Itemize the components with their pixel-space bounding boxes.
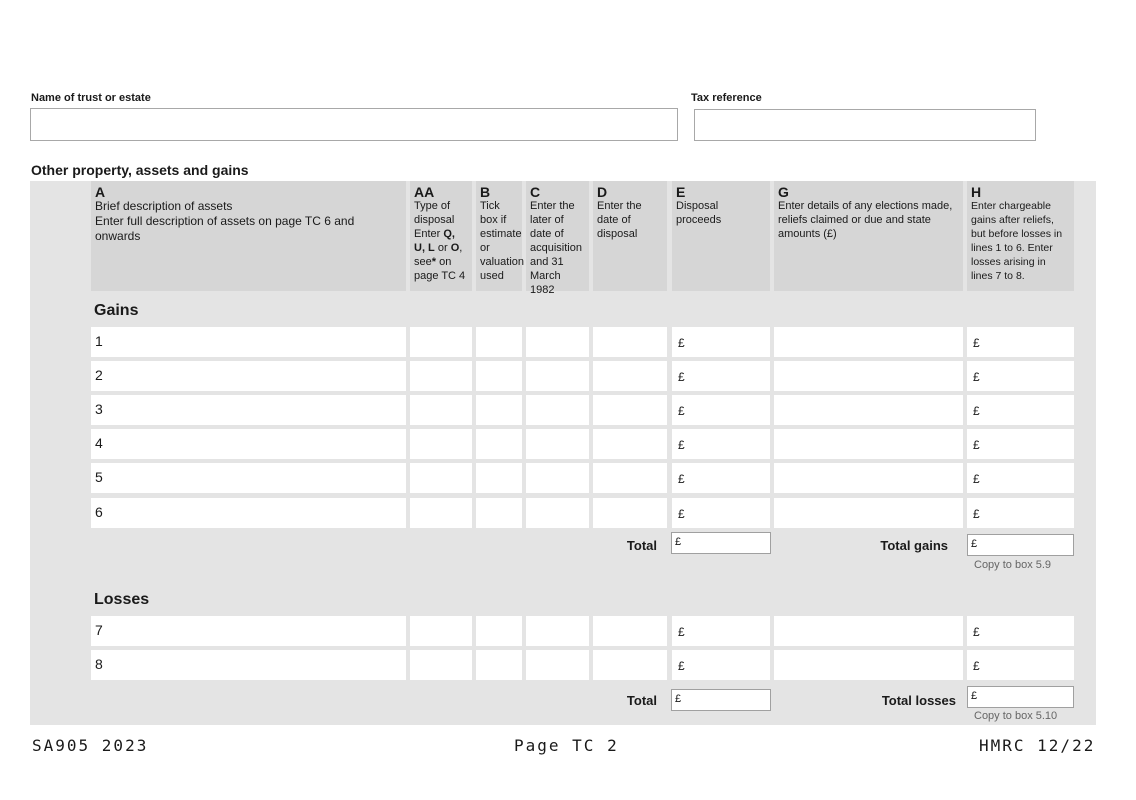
- gains-row-0-description[interactable]: [91, 327, 406, 357]
- losses-row-1-acquisition-date[interactable]: [526, 650, 589, 680]
- gains-row-4-acquisition-date[interactable]: [526, 463, 589, 493]
- losses-row-0-estimate-tick[interactable]: [476, 616, 522, 646]
- gains-row-4-disposal-date[interactable]: [593, 463, 667, 493]
- header-col-e: E Disposal proceeds: [672, 181, 770, 291]
- gains-row-1-disposal-proceeds[interactable]: [672, 361, 770, 391]
- losses-row-0-disposal-date[interactable]: [593, 616, 667, 646]
- losses-row-0-elections-reliefs[interactable]: [774, 616, 963, 646]
- row-number: 3: [95, 401, 103, 417]
- total-losses-label: Total losses: [881, 693, 956, 708]
- gains-row-3-disposal-proceeds[interactable]: [672, 429, 770, 459]
- gains-row-2-chargeable-gain[interactable]: [967, 395, 1074, 425]
- gains-row-3-acquisition-date[interactable]: [526, 429, 589, 459]
- pound-sign: £: [973, 472, 980, 486]
- gains-row-1-elections-reliefs[interactable]: [774, 361, 963, 391]
- gains-row-1-description[interactable]: [91, 361, 406, 391]
- losses-row-0-type-of-disposal[interactable]: [410, 616, 472, 646]
- copy-to-box-5-10: Copy to box 5.10: [974, 710, 1058, 722]
- losses-title: Losses: [94, 591, 150, 608]
- total-gains-label: Total gains: [880, 538, 948, 553]
- tax-reference-input[interactable]: [694, 109, 1036, 141]
- trust-name-label: Name of trust or estate: [31, 92, 151, 104]
- header-col-g: G Enter details of any elections made, reliefs claimed or due and state amounts (£): [774, 181, 963, 291]
- pound-sign: £: [973, 404, 980, 418]
- gains-row-5-elections-reliefs[interactable]: [774, 498, 963, 528]
- gains-row-5-acquisition-date[interactable]: [526, 498, 589, 528]
- row-number: 4: [95, 435, 103, 451]
- gains-row-4-description[interactable]: [91, 463, 406, 493]
- pound-sign: £: [678, 370, 685, 384]
- header-col-aa: AA Type of disposal Enter Q, U, L or O, see* on page TC 4: [410, 181, 472, 291]
- pound-sign: £: [973, 336, 980, 350]
- losses-row-1-description[interactable]: [91, 650, 406, 680]
- losses-row-1-disposal-date[interactable]: [593, 650, 667, 680]
- row-number: 7: [95, 622, 103, 638]
- gains-row-1-disposal-date[interactable]: [593, 361, 667, 391]
- gains-row-4-type-of-disposal[interactable]: [410, 463, 472, 493]
- row-number: 1: [95, 333, 103, 349]
- pound-sign: £: [973, 507, 980, 521]
- pound-sign: £: [678, 336, 685, 350]
- losses-row-1-type-of-disposal[interactable]: [410, 650, 472, 680]
- total-gains-input[interactable]: £: [967, 534, 1074, 556]
- gains-row-2-acquisition-date[interactable]: [526, 395, 589, 425]
- gains-row-4-estimate-tick[interactable]: [476, 463, 522, 493]
- gains-row-2-disposal-date[interactable]: [593, 395, 667, 425]
- gains-row-5-disposal-proceeds[interactable]: [672, 498, 770, 528]
- gains-row-5-estimate-tick[interactable]: [476, 498, 522, 528]
- losses-row-1-estimate-tick[interactable]: [476, 650, 522, 680]
- gains-row-3-type-of-disposal[interactable]: [410, 429, 472, 459]
- gains-row-3-disposal-date[interactable]: [593, 429, 667, 459]
- gains-row-0-chargeable-gain[interactable]: [967, 327, 1074, 357]
- header-col-a: A Brief description of assets Enter full description of assets on page TC 6 and onwards: [91, 181, 406, 291]
- gains-row-4-chargeable-gain[interactable]: [967, 463, 1074, 493]
- losses-total-input[interactable]: £: [671, 689, 771, 711]
- gains-row-2-elections-reliefs[interactable]: [774, 395, 963, 425]
- gains-row-3-description[interactable]: [91, 429, 406, 459]
- pound-sign: £: [973, 438, 980, 452]
- gains-row-2-disposal-proceeds[interactable]: [672, 395, 770, 425]
- gains-row-0-acquisition-date[interactable]: [526, 327, 589, 357]
- pound-sign: £: [678, 404, 685, 418]
- gains-row-5-type-of-disposal[interactable]: [410, 498, 472, 528]
- gains-row-1-acquisition-date[interactable]: [526, 361, 589, 391]
- gains-row-3-estimate-tick[interactable]: [476, 429, 522, 459]
- gains-total-label: Total: [626, 538, 657, 553]
- gains-row-2-description[interactable]: [91, 395, 406, 425]
- header-col-b: B Tick box if estimate or valuation used: [476, 181, 522, 291]
- gains-row-5-disposal-date[interactable]: [593, 498, 667, 528]
- row-number: 2: [95, 367, 103, 383]
- losses-row-0-chargeable-gain[interactable]: [967, 616, 1074, 646]
- gains-row-1-type-of-disposal[interactable]: [410, 361, 472, 391]
- gains-row-2-type-of-disposal[interactable]: [410, 395, 472, 425]
- gains-row-2-estimate-tick[interactable]: [476, 395, 522, 425]
- row-number: 8: [95, 656, 103, 672]
- footer-form-id: SA905 2023: [32, 736, 149, 755]
- gains-row-5-chargeable-gain[interactable]: [967, 498, 1074, 528]
- gains-row-1-estimate-tick[interactable]: [476, 361, 522, 391]
- footer-page-number: Page TC 2: [514, 736, 619, 755]
- gains-row-0-disposal-proceeds[interactable]: [672, 327, 770, 357]
- row-number: 5: [95, 469, 103, 485]
- total-losses-input[interactable]: £: [967, 686, 1074, 708]
- pound-sign: £: [973, 370, 980, 384]
- gains-row-0-type-of-disposal[interactable]: [410, 327, 472, 357]
- gains-row-4-elections-reliefs[interactable]: [774, 463, 963, 493]
- pound-sign: £: [678, 507, 685, 521]
- footer-version: HMRC 12/22: [979, 736, 1096, 755]
- trust-name-input[interactable]: [30, 108, 678, 141]
- gains-row-1-chargeable-gain[interactable]: [967, 361, 1074, 391]
- row-number: 6: [95, 504, 103, 520]
- losses-total-label: Total: [626, 693, 657, 708]
- tax-reference-label: Tax reference: [691, 92, 762, 104]
- gains-total-input[interactable]: £: [671, 532, 771, 554]
- gains-row-0-elections-reliefs[interactable]: [774, 327, 963, 357]
- losses-row-1-chargeable-gain[interactable]: [967, 650, 1074, 680]
- gains-row-3-elections-reliefs[interactable]: [774, 429, 963, 459]
- losses-row-1-elections-reliefs[interactable]: [774, 650, 963, 680]
- gains-row-4-disposal-proceeds[interactable]: [672, 463, 770, 493]
- gains-row-0-disposal-date[interactable]: [593, 327, 667, 357]
- pound-sign: £: [678, 438, 685, 452]
- gains-row-5-description[interactable]: [91, 498, 406, 528]
- pound-sign: £: [973, 625, 980, 639]
- header-col-d: D Enter the date of disposal: [593, 181, 667, 291]
- gains-row-0-estimate-tick[interactable]: [476, 327, 522, 357]
- losses-row-1-disposal-proceeds[interactable]: [672, 650, 770, 680]
- header-col-h: H Enter chargeable gains after reliefs, but before losses in lines 1 to 6. Enter losses arising in lines 7 to 8.: [967, 181, 1074, 291]
- header-col-c: C Enter the later of date of acquisition and 31 March 1982: [526, 181, 589, 291]
- pound-sign: £: [973, 659, 980, 673]
- copy-to-box-5-9: Copy to box 5.9: [974, 559, 1052, 571]
- pound-sign: £: [678, 659, 685, 673]
- losses-row-0-description[interactable]: [91, 616, 406, 646]
- pound-sign: £: [678, 472, 685, 486]
- gains-row-3-chargeable-gain[interactable]: [967, 429, 1074, 459]
- pound-sign: £: [678, 625, 685, 639]
- losses-row-0-disposal-proceeds[interactable]: [672, 616, 770, 646]
- losses-row-0-acquisition-date[interactable]: [526, 616, 589, 646]
- gains-title: Gains: [94, 302, 139, 319]
- section-title: Other property, assets and gains: [31, 162, 249, 178]
